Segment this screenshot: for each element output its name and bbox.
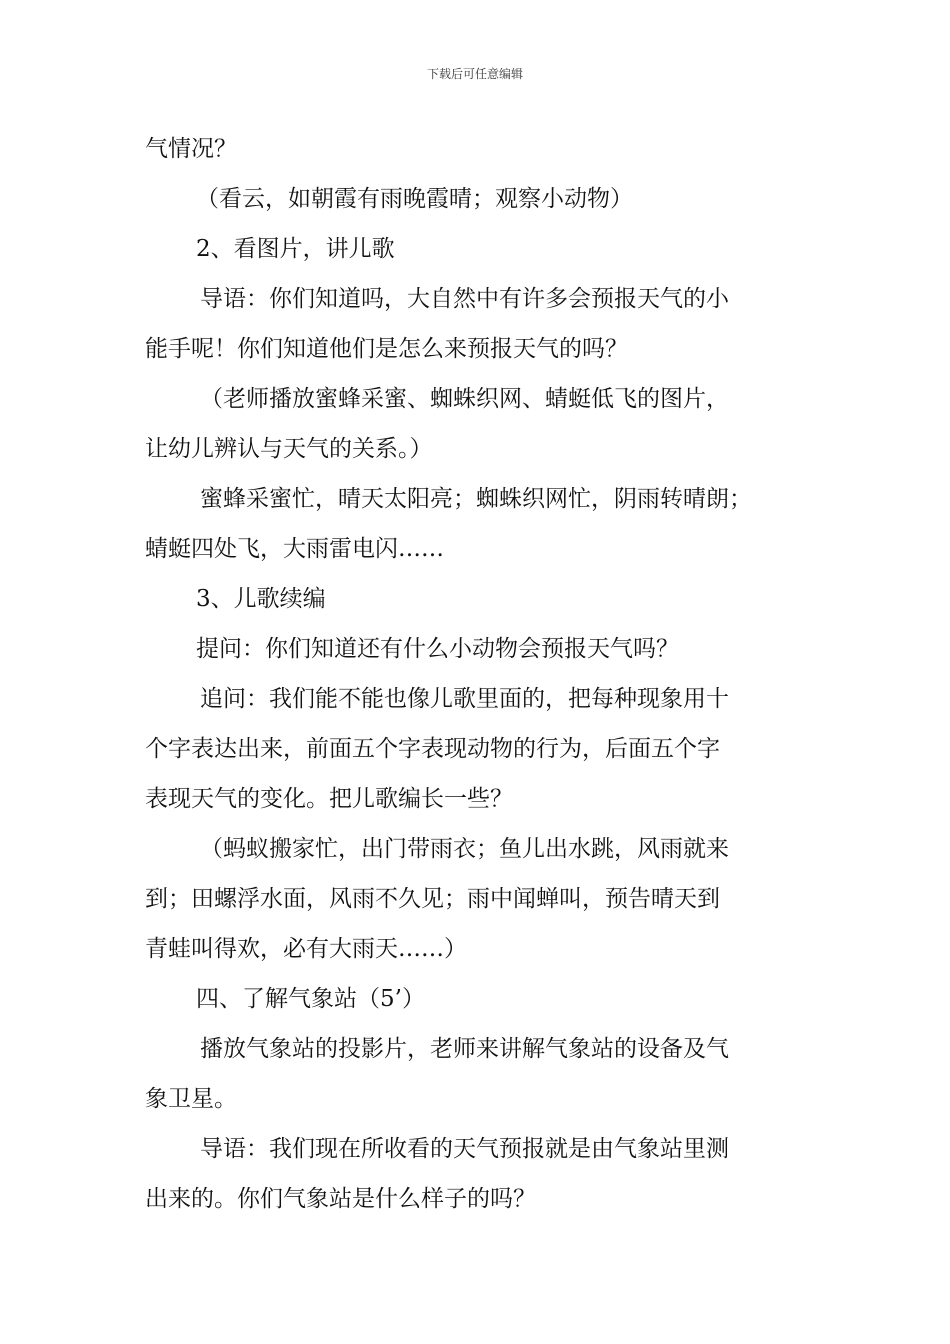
text-line: 气情况？ <box>145 136 237 162</box>
text-line: 蜜蜂采蜜忙，晴天太阳亮；蜘蛛织网忙，阴雨转晴朗； <box>200 486 752 512</box>
text-line: 3、儿歌续编 <box>196 586 326 612</box>
text-line: 青蛙叫得欢，必有大雨天……） <box>145 936 467 962</box>
text-line: 让幼儿辨认与天气的关系。） <box>145 436 433 462</box>
text-line: 象卫星。 <box>145 1086 237 1112</box>
text-line: 导语：我们现在所收看的天气预报就是由气象站里测 <box>200 1136 729 1162</box>
text-line: 到；田螺浮水面，风雨不久见；雨中闻蝉叫，预告晴天到 <box>145 886 720 912</box>
text-line: 蜻蜓四处飞，大雨雷电闪…… <box>145 536 444 562</box>
text-line: 四、了解气象站（5’） <box>196 986 425 1012</box>
text-line: （看云，如朝霞有雨晚霞晴；观察小动物） <box>196 186 633 212</box>
text-line: 表现天气的变化。把儿歌编长一些？ <box>145 786 513 812</box>
text-line: 个字表达出来，前面五个字表现动物的行为，后面五个字 <box>145 736 720 762</box>
text-line: （老师播放蜜蜂采蜜、蜘蛛织网、蜻蜓低飞的图片， <box>200 386 729 412</box>
text-line: 追问：我们能不能也像儿歌里面的，把每种现象用十 <box>200 686 729 712</box>
text-line: 能手呢！你们知道他们是怎么来预报天气的吗？ <box>145 336 628 362</box>
text-line: （蚂蚁搬家忙，出门带雨衣；鱼儿出水跳，风雨就来 <box>200 836 729 862</box>
text-line: 2、看图片，讲儿歌 <box>196 236 395 262</box>
text-line: 导语：你们知道吗，大自然中有许多会预报天气的小 <box>200 286 729 312</box>
text-line: 提问：你们知道还有什么小动物会预报天气吗？ <box>196 636 679 662</box>
text-line: 出来的。你们气象站是什么样子的吗？ <box>145 1186 536 1212</box>
text-line: 播放气象站的投影片，老师来讲解气象站的设备及气 <box>200 1036 729 1062</box>
page-header: 下载后可任意编辑 <box>426 67 523 81</box>
